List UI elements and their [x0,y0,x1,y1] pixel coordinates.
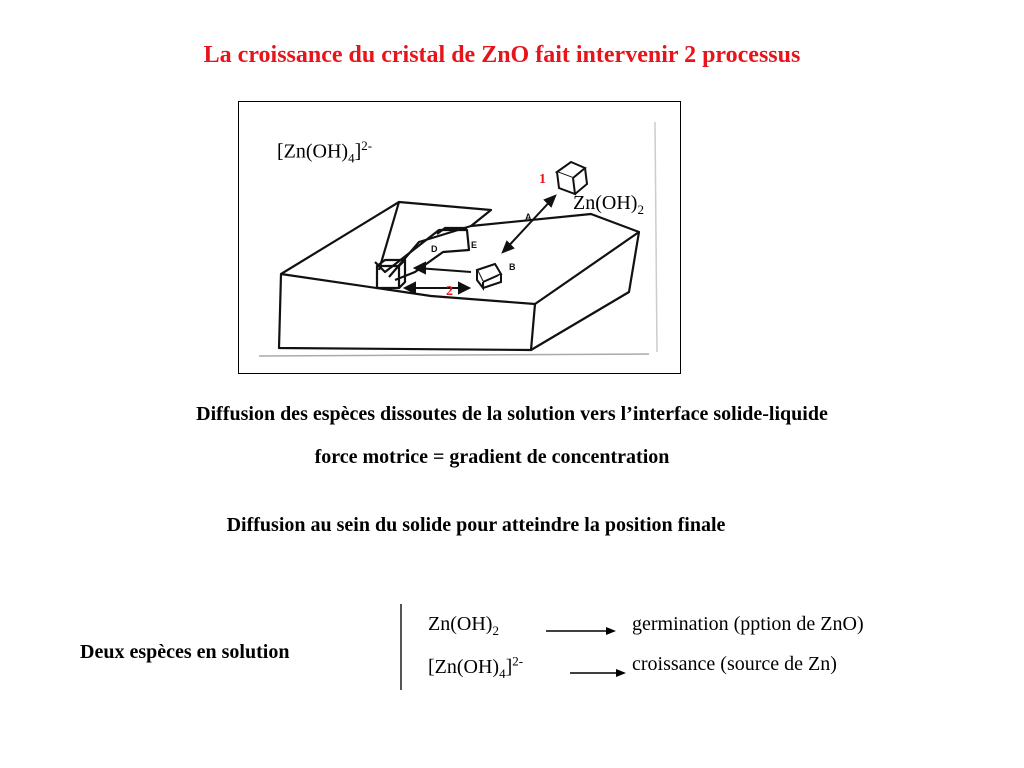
crystal-growth-figure [238,101,681,374]
slide-title: La croissance du cristal de ZnO fait intervenir 2 processus [203,42,801,68]
label-d: D [431,244,438,254]
label-a: A [525,212,532,222]
label-e: E [471,240,478,250]
arrow-icon [546,625,616,637]
row-zn-oh4 [428,653,837,682]
species-zn-oh2: $Zn(OH)_2$ [573,192,644,217]
baseline-line [259,354,649,356]
edge-line [655,122,657,352]
species-zn-oh4: $[Zn(OH)_4]^{2-}$ [277,138,373,166]
row1-species: $Zn(OH)_2$ [428,613,499,638]
species-in-solution-label: Deux espèces en solution [80,641,290,663]
step-number-2: 2 [446,284,453,299]
row2-species: $[Zn(OH)_4]^{2-}$ [428,653,524,681]
incoming-cube [557,162,587,194]
step-number-1: 1 [539,172,546,187]
driving-force-text: force motrice = gradient de concentration [314,446,670,468]
arrow-icon [570,667,626,679]
label-b: B [509,262,516,272]
diffusion-solution-text: Diffusion des espèces dissoutes de la solution vers l’interface solide-liquide [196,403,828,425]
row-zn-oh2 [428,613,864,639]
row2-description: croissance (source de Zn) [632,653,837,675]
divider-bar [400,604,402,690]
diffusion-solid-text: Diffusion au sein du solide pour atteindre la position finale [226,514,726,536]
row1-description: germination (pption de ZnO) [632,613,864,635]
crystal-slab [279,202,639,350]
